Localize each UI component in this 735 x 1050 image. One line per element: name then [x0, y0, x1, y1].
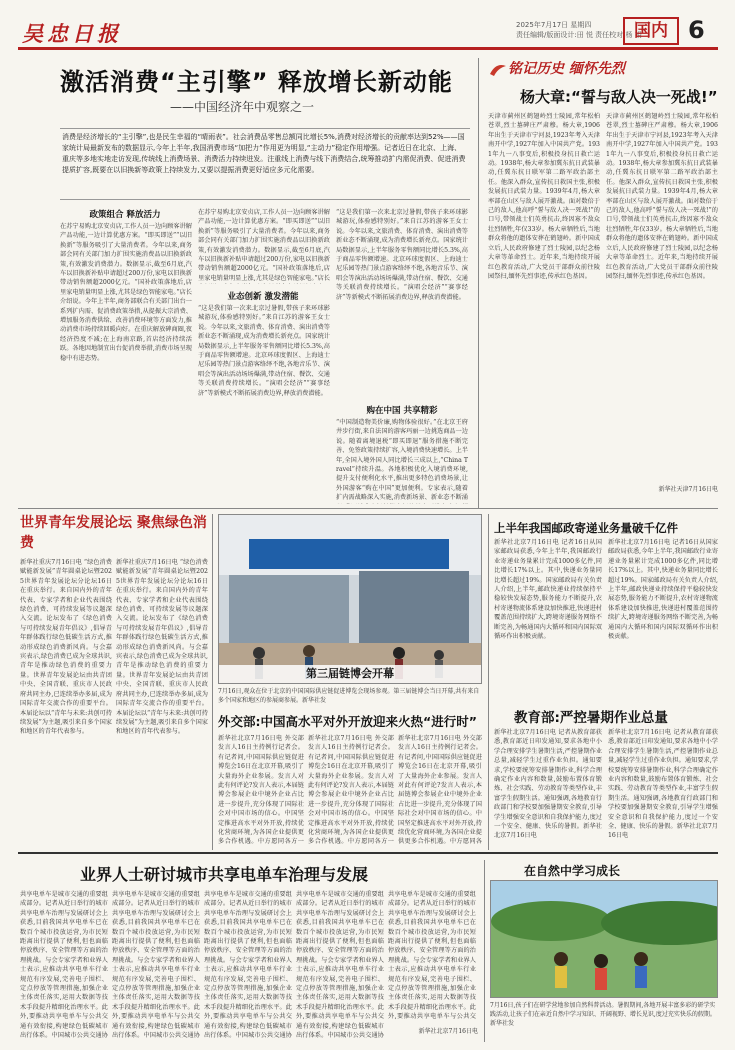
mid-rule [18, 508, 718, 509]
editor-credits: 责任编辑/版面设计:田 悦 责任校对:杨 娟 [516, 31, 642, 39]
feature-headline: 杨大章:“誓与敌人决一死战!” [520, 88, 718, 106]
top-story-col2a: 在苏宁易购北京安贞店,工作人员一边向顾客讲解产品功能,一边计算优惠方案。“即买即送”“以旧换新”等服务吸引了大量消费者。今年以来,商务部会同有关部门加力扩围实施消费品以旧换新政策,有效激发消费潜力。数据显示,截至6月底,汽车以旧换新补贴申请超过200万份,家电以旧换新带动销售额超2000亿元。“国补政策落地后,店里家电销量明显上涨,尤其是绿色智能家电。”店长 [198, 209, 330, 282]
world-story-col1: 新华社重庆7月16日电 “绿色消费赋能新发展”青年圆桌论坛暨2025世界青年发展论坛分论坛16日在重庆举行。来自国内外的青年代表、专家学者和企业代表围绕绿色消费、可持续发展等议题深入交流。论坛发布了《绿色消费与可持续发展青年倡议》,倡导青年群体践行绿色低碳生活方式,推动形成绿色消费新风尚。与会嘉宾表示,绿色消费已成为全球共识,青年是推动绿色消费的重要力量。世界青年发展论坛由共青团中央、全国青联、重庆市人民政府共同主办,已连续举办多届,成为国际青年交流合作的重要平台。本届论坛以“青年与未来:共创可持续发展”为主题,吸引来自多个国家和地区的青年代表参与。 [20, 559, 112, 736]
postal-story-col2: 新华社北京7月16日电 记者16日从国家邮政局获悉,今年上半年,我国邮政行业寄递业务量累计完成1000多亿件,同比增长17%以上。其中,快递业务量同比增长超过19%。国家邮政局有关负责人介绍,上半年,邮政快递业持续保持平稳较快发展态势,服务能力不断提升,农村寄递物流体系建设加快推进,快递进村覆盖范围持续扩大,跨境寄递服务网络不断完善,为畅通国内大循环和国内国际双循环作出积极贡献。 [608, 539, 718, 641]
top-story-subhead: ——中国经济年中观察之一 [170, 100, 315, 114]
feature-credit: 新华社天津7月16日电 [658, 486, 718, 493]
lower-rule [18, 852, 718, 854]
trade-story-col2: 新华社北京7月16日电 外交部发言人16日主持例行记者会。有记者问,中国国际供应链促进博览会16日在北京开幕,吸引了大量海外企业参展。发言人对此有何评论?发言人表示,本届链博会参展企业中境外企业占比进一步提升,充分体现了国际社会对中国市场的信心。中国坚定推进高水平对外开放,持续优化营商环境,为各国企业提供更多合作机遇。中方愿同各方一 [308, 735, 394, 846]
header-rule [18, 47, 718, 50]
nature-photo [490, 880, 718, 998]
expo-photo-caption: 7月16日,观众在位于北京的中国国际供应链促进博览会现场参观。第三届链博会当日开幕,共有来自多个国家和地区的参展商参展。新华社发 [218, 688, 480, 704]
top-story-col1: 在苏宁易购北京安贞店,工作人员一边向顾客讲解产品功能,一边计算优惠方案。“即买即送”“以旧换新”等服务吸引了大量消费者。今年以来,商务部会同有关部门加力扩围实施消费品以旧换新政策,有效激发消费潜力。数据显示,截至6月底,汽车以旧换新补贴申请超过200万份,家电以旧换新带动销售额超2000亿元。“国补政策落地后,店里家电销量明显上涨,尤其是绿色智能家电。”店长介绍说。今年上半年,商务部联合有关部门出台一系列扩内需、促消费政策举措,从提振大宗消费、增加服务消费供给、改善消费环境等方面发力,推动消费市场持续回暖向好。在重庆解放碑商圈,夜经济热度不减;在上海南京路,首店经济持续活跃。各地因地制宜出台促消费举措,消费市场呈现稳中有进态势。 [60, 223, 192, 362]
bottom-story-col1: 共享电单车是城市交通的重要组成部分。记者从近日举行的城市共享电单车治理与发展研讨会上获悉,目前我国共享电单车已在数百个城市投放运营,为市民短距离出行提供了便利,但也面临停放秩序、安全管理等方面的治理挑战。与会专家学者和业界人士表示,应推动共享电单车行业规范有序发展,完善电子围栏、定点停放等管理措施,加强企业主体责任落实,运用大数据等技术手段提升精细化治理水平。此外,要推动共享电单车与公共交通有效衔接,构建绿色低碳城市出行体系。中国城市公共交通协 [20, 891, 108, 1040]
top-story-col3: “中国制造物美价廉,购物体验很好。”在北京王府井步行街,来自法国的游客玛丽一边挑选商品一边说。随着离境退税“即买即退”服务措施不断完善、免签政策持续扩容,入境消费快速增长。上半年,全国入境外国人同比增长三成以上,“China Travel”持续升温。各地积极优化入境消费环境,提升支付便利化水平,推出更多特色消费场景,让外国游客“购在中国”更加便利。专家表示,随着扩内需战略深入实施,消费新场景、新业态不断涌 [336, 419, 468, 502]
masthead [18, 16, 718, 46]
trade-story-headline: 外交部:中国高水平对外开放迎来火热“进行时” [218, 714, 477, 729]
nature-photo-caption: 7月16日,孩子们在研学营地参加自然科普活动。暑假期间,各地开展丰富多彩的研学实践活动,让孩子们在亲近自然中学习知识、开阔视野、增长见识,度过充实快乐的假期。新华社发 [490, 1002, 716, 1027]
edu-story-col1: 新华社北京7月16日电 记者从教育部获悉,教育部近日印发通知,要求各地中小学合理安排学生暑期生活,严控暑期作业总量,减轻学生过重作业负担。通知要求,学校要统筹安排暑期作业,科学合理确定作业内容和数量,鼓励布置体育锻炼、社会实践、劳动教育等类型作业,丰富学生假期生活。通知强调,各地教育行政部门和学校要加强暑期安全教育,引导学生增强安全意识和自我保护能力,度过一个安全、健康、快乐的暑假。新华社北京7月16日电 [494, 729, 602, 840]
bottom-story-headline: 业界人士研讨城市共享电单车治理与发展 [80, 865, 369, 884]
bottom-story-col5: 共享电单车是城市交通的重要组成部分。记者从近日举行的城市共享电单车治理与发展研讨会上获悉,目前我国共享电单车已在数百个城市投放运营,为市民短距离出行提供了便利,但也面临停放秩序、安全管理等方面的治理挑战。与会专家学者和业界人士表示,应推动共享电单车行业规范有序发展,完善电子围栏、定点停放等管理措施,加强企业主体责任落实,运用大数据等技术手段提升精细化治理水平。此外,要推动共享电单车与公共交 [388, 891, 476, 1021]
column-divider-3 [488, 514, 489, 850]
expo-scene [219, 515, 482, 684]
feature-col2: 天津市蓟州区鹤翅岭烈士陵园,常年松柏苍翠,烈士墓碑庄严肃穆。杨大章,1906年出生于天津市宁河县,1923年考入天津南开中学,1927年加入中国共产党。1931年九一八事变后,积极投身抗日救亡运动。1938年,杨大章参加冀东抗日武装暴动,任冀东抗日联军第二路军政治部主任。他深入群众,宣传抗日救国主张,积极发展抗日武装力量。1939年4月,杨大章率部在山区与敌人展开激战。面对数倍于己的敌人,他高呼“誓与敌人决一死战!”的口号,带领战士们英勇抗击,终因寡不敌众壮烈牺牲,年仅33岁。杨大章牺牲后,当地群众将他的遗体安葬在鹤翅岭。新中国成立后,人民政府修建了烈士陵园,以纪念杨大章等革命烈士。近年来,当地持续开展红色教育活动,广大党员干部群众前往陵园祭扫,缅怀先烈事迹,传承红色基因。 [606, 113, 718, 280]
top-story-lede: 消费是经济增长的“主引擎”,也是民生幸福的“晴雨表”。社会消费品零售总额同比增长5%,消费对经济增长的贡献率达到52%——国家统计局最新发布的数据显示,今年上半年,我国消费市场“加把力”作用更为明显,“主动力”稳定作用增强。记者近日在北京、上海、重庆等多地实地走访发现,传统线上消费场景、消费活力持续迸发。注重线上消费与线下消费结合,统筹推动扩内需促消费、促进消费提质扩容,既要在以旧换新等政策上持续发力,又要以提振消费更好适应多元化需要。 [60, 128, 470, 200]
expo-sign: 第三届链博会开幕 [219, 665, 481, 683]
trade-story-col1: 新华社北京7月16日电 外交部发言人16日主持例行记者会。有记者问,中国国际供应链促进博览会16日在北京开幕,吸引了大量海外企业参展。发言人对此有何评论?发言人表示,本届链博会参展企业中境外企业占比进一步提升,充分体现了国际社会对中国市场的信心。中国坚定推进高水平对外开放,持续优化营商环境,为各国企业提供更多合作机遇。中方愿同各方一 [218, 735, 304, 846]
expo-photo [218, 514, 482, 684]
postal-story-headline: 上半年我国邮政寄递业务量破千亿件 [494, 521, 678, 535]
bottom-story-credit: 新华社北京7月16日电 [418, 1028, 478, 1035]
photo2-title: 在自然中学习成长 [524, 864, 621, 878]
column-divider [478, 58, 479, 508]
top-story-col3a: “这是我们第一次来北京过暑假,带孩子来环球影城游玩,体验感特别好。”来自江苏的游客王女士说。今年以来,文旅消费、体育消费、演出消费等新业态不断涌现,成为消费增长新亮点。国家统计局数据显示,上半年服务零售额同比增长5.3%,高于商品零售额增速。北京环球度假区、上海迪士尼乐园等热门景点游客络绎不绝,各地音乐节、演唱会等演出活动场场爆满,带动住宿、餐饮、交通等关联消费持续增长。“演唱会经济”“赛事经济”等新模式不断拓展消费边界,释放消费潜能。 [336, 209, 468, 301]
top-story-headline: 激活消费“主引擎” 释放增长新动能 [60, 68, 453, 96]
page-number: 6 [688, 16, 705, 44]
top-story-col2: “这是我们第一次来北京过暑假,带孩子来环球影城游玩,体验感特别好。”来自江苏的游客王女士说。今年以来,文旅消费、体育消费、演出消费等新业态不断涌现,成为消费增长新亮点。国家统计局数据显示,上半年服务零售额同比增长5.3%,高于商品零售额增速。北京环球度假区、上海迪士尼乐园等热门景点游客络绎不绝,各地音乐节、演唱会等演出活动场场爆满,带动住宿、餐饮、交通等关联消费持续增长。“演唱会经济”“赛事经济”等新模式不断拓展消费边界,释放消费潜能。 [198, 305, 330, 397]
feature-col1: 天津市蓟州区鹤翅岭烈士陵园,常年松柏苍翠,烈士墓碑庄严肃穆。杨大章,1906年出生于天津市宁河县,1923年考入天津南开中学,1927年加入中国共产党。1931年九一八事变后,积极投身抗日救亡运动。1938年,杨大章参加冀东抗日武装暴动,任冀东抗日联军第二路军政治部主任。他深入群众,宣传抗日救国主张,积极发展抗日武装力量。1939年4月,杨大章率部在山区与敌人展开激战。面对数倍于己的敌人,他高呼“誓与敌人决一死战!”的口号,带领战士们英勇抗击,终因寡不敌众壮烈牺牲,年仅33岁。杨大章牺牲后,当地群众将他的遗体安葬在鹤翅岭。新中国成立后,人民政府修建了烈士陵园,以纪念杨大章等革命烈士。近年来,当地持续开展红色教育活动,广大党员干部群众前往陵园祭扫,缅怀先烈事迹,传承红色基因。 [488, 113, 600, 280]
trade-story-col3: 新华社北京7月16日电 外交部发言人16日主持例行记者会。有记者问,中国国际供应链促进博览会16日在北京开幕,吸引了大量海外企业参展。发言人对此有何评论?发言人表示,本届链博会参展企业中境外企业占比进一步提升,充分体现了国际社会对中国市场的信心。中国坚定推进高水平对外开放,持续优化营商环境,为各国企业提供更多合作机遇。中方愿同各 [398, 735, 482, 846]
flourish-icon [488, 60, 508, 78]
postal-story-col1: 新华社北京7月16日电 记者16日从国家邮政局获悉,今年上半年,我国邮政行业寄递业务量累计完成1000多亿件,同比增长17%以上。其中,快递业务量同比增长超过19%。国家邮政局有关负责人介绍,上半年,邮政快递业持续保持平稳较快发展态势,服务能力不断提升,农村寄递物流体系建设加快推进,快递进村覆盖范围持续扩大,跨境寄递服务网络不断完善,为畅通国内大循环和国内国际双循环作出积极贡献。 [494, 539, 602, 641]
issue-date: 2025年7月17日 星期四 [516, 21, 592, 29]
edu-story-col2: 新华社北京7月16日电 记者从教育部获悉,教育部近日印发通知,要求各地中小学合理安排学生暑期生活,严控暑期作业总量,减轻学生过重作业负担。通知要求,学校要统筹安排暑期作业,科学合理确定作业内容和数量,鼓励布置体育锻炼、社会实践、劳动教育等类型作业,丰富学生假期生活。通知强调,各地教育行政部门和学校要加强暑期安全教育,引导学生增强安全意识和自我保护能力,度过一个安全、健康、快乐的暑假。新华社北京7月16日电 [608, 729, 718, 840]
section-label: 国内 [623, 17, 679, 45]
newspaper-logo: 吴忠日报 [22, 21, 122, 46]
bottom-story-col4: 共享电单车是城市交通的重要组成部分。记者从近日举行的城市共享电单车治理与发展研讨会上获悉,目前我国共享电单车已在数百个城市投放运营,为市民短距离出行提供了便利,但也面临停放秩序、安全管理等方面的治理挑战。与会专家学者和业界人士表示,应推动共享电单车行业规范有序发展,完善电子围栏、定点停放等管理措施,加强企业主体责任落实,运用大数据等技术手段提升精细化治理水平。此外,要推动共享电单车与公共交通有效衔接,构建绿色低碳城市出行体系。中国城市公共交通协 [296, 891, 384, 1040]
column-divider-4 [484, 860, 485, 1042]
edu-story-headline: 教育部:严控暑期作业总量 [514, 710, 668, 726]
nature-scene [491, 881, 718, 998]
section3-title: 购在中国 共享精彩 [366, 406, 438, 416]
feature-banner: 铭记历史 缅怀先烈 [508, 61, 625, 77]
bottom-story-col2: 共享电单车是城市交通的重要组成部分。记者从近日举行的城市共享电单车治理与发展研讨会上获悉,目前我国共享电单车已在数百个城市投放运营,为市民短距离出行提供了便利,但也面临停放秩序、安全管理等方面的治理挑战。与会专家学者和业界人士表示,应推动共享电单车行业规范有序发展,完善电子围栏、定点停放等管理措施,加强企业主体责任落实,运用大数据等技术手段提升精细化治理水平。此外,要推动共享电单车与公共交通有效衔接,构建绿色低碳城市出行体系。中国城市公共交通协 [112, 891, 200, 1040]
section1-title: 政策组合 释放活力 [89, 210, 161, 220]
section2-title: 业态创新 激发潜能 [227, 292, 299, 302]
column-divider-2 [212, 514, 213, 850]
world-story-col2: 新华社重庆7月16日电 “绿色消费赋能新发展”青年圆桌论坛暨2025世界青年发展论坛分论坛16日在重庆举行。来自国内外的青年代表、专家学者和企业代表围绕绿色消费、可持续发展等议题深入交流。论坛发布了《绿色消费与可持续发展青年倡议》,倡导青年群体践行绿色低碳生活方式,推动形成绿色消费新风尚。与会嘉宾表示,绿色消费已成为全球共识,青年是推动绿色消费的重要力量。世界青年发展论坛由共青团中央、全国青联、重庆市人民政府共同主办,已连续举办多届,成为国际青年交流合作的重要平台。本届论坛以“青年与未来:共创可持续发展”为主题,吸引来自多个国家和地区的青年代表参与。 [116, 559, 208, 736]
world-story-headline: 世界青年发展论坛 聚焦绿色消费 [20, 515, 207, 551]
bottom-story-col3: 共享电单车是城市交通的重要组成部分。记者从近日举行的城市共享电单车治理与发展研讨会上获悉,目前我国共享电单车已在数百个城市投放运营,为市民短距离出行提供了便利,但也面临停放秩序、安全管理等方面的治理挑战。与会专家学者和业界人士表示,应推动共享电单车行业规范有序发展,完善电子围栏、定点停放等管理措施,加强企业主体责任落实,运用大数据等技术手段提升精细化治理水平。此外,要推动共享电单车与公共交通有效衔接,构建绿色低碳城市出行体系。中国城市公共交通协 [204, 891, 292, 1040]
